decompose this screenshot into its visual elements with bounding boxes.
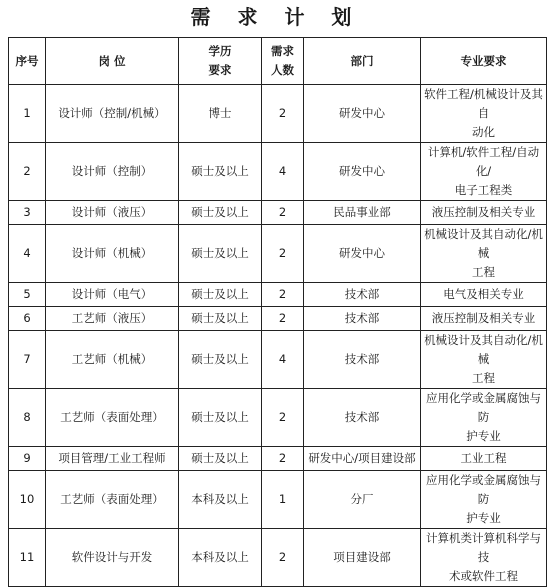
cell-no: 11 bbox=[9, 529, 46, 587]
cell-department: 研发中心 bbox=[304, 143, 421, 201]
requirements-table bbox=[8, 37, 547, 587]
table-row bbox=[9, 307, 547, 331]
table-row bbox=[9, 85, 547, 143]
cell-department: 技术部 bbox=[304, 389, 421, 447]
cell-count: 2 bbox=[262, 225, 304, 283]
cell-education: 博士 bbox=[179, 85, 262, 143]
cell-education: 本科及以上 bbox=[179, 471, 262, 529]
header-education-line1: 学历 bbox=[208, 44, 232, 58]
header-no: 序号 bbox=[9, 38, 46, 85]
cell-education: 硕士及以上 bbox=[179, 201, 262, 225]
cell-department: 研发中心/项目建设部 bbox=[304, 447, 421, 471]
cell-major: 电气及相关专业 bbox=[421, 283, 547, 307]
cell-major-line1: 计算机/软件工程/自动化/ bbox=[427, 145, 540, 178]
cell-education: 硕士及以上 bbox=[179, 331, 262, 389]
header-major: 专业要求 bbox=[421, 38, 547, 85]
cell-major bbox=[421, 331, 547, 389]
cell-major-line2: 护专业 bbox=[466, 429, 501, 443]
cell-major-line2: 电子工程类 bbox=[454, 183, 513, 197]
cell-education: 硕士及以上 bbox=[179, 225, 262, 283]
header-education-line2: 要求 bbox=[208, 63, 232, 77]
cell-department: 技术部 bbox=[304, 283, 421, 307]
cell-position: 设计师（控制/机械） bbox=[46, 85, 179, 143]
cell-count: 2 bbox=[262, 389, 304, 447]
cell-position: 软件设计与开发 bbox=[46, 529, 179, 587]
header-position: 岗 位 bbox=[46, 38, 179, 85]
cell-major bbox=[421, 471, 547, 529]
cell-major-line2: 护专业 bbox=[466, 511, 501, 525]
cell-position: 设计师（电气） bbox=[46, 283, 179, 307]
table-row bbox=[9, 143, 547, 201]
header-count bbox=[262, 38, 304, 85]
header-count-line1: 需求 bbox=[271, 44, 294, 58]
cell-department: 项目建设部 bbox=[304, 529, 421, 587]
table-row bbox=[9, 529, 547, 587]
cell-position: 设计师（控制） bbox=[46, 143, 179, 201]
cell-department: 技术部 bbox=[304, 307, 421, 331]
table-row bbox=[9, 331, 547, 389]
cell-education: 硕士及以上 bbox=[179, 389, 262, 447]
cell-department: 技术部 bbox=[304, 331, 421, 389]
cell-major bbox=[421, 85, 547, 143]
table-row bbox=[9, 471, 547, 529]
cell-position: 设计师（液压） bbox=[46, 201, 179, 225]
cell-major-line1: 应用化学或金属腐蚀与防 bbox=[426, 473, 541, 506]
cell-count: 2 bbox=[262, 201, 304, 225]
cell-department: 研发中心 bbox=[304, 85, 421, 143]
page-title: 需 求 计 划 bbox=[190, 5, 362, 29]
cell-position: 工艺师（表面处理） bbox=[46, 389, 179, 447]
cell-no: 3 bbox=[9, 201, 46, 225]
cell-no: 4 bbox=[9, 225, 46, 283]
cell-position: 项目管理/工业工程师 bbox=[46, 447, 179, 471]
cell-no: 5 bbox=[9, 283, 46, 307]
cell-no: 1 bbox=[9, 85, 46, 143]
cell-major-line2: 工程 bbox=[472, 371, 495, 385]
cell-education: 硕士及以上 bbox=[179, 447, 262, 471]
cell-position: 工艺师（表面处理） bbox=[46, 471, 179, 529]
cell-position: 设计师（机械） bbox=[46, 225, 179, 283]
cell-major bbox=[421, 389, 547, 447]
cell-count: 4 bbox=[262, 143, 304, 201]
cell-no: 2 bbox=[9, 143, 46, 201]
cell-no: 8 bbox=[9, 389, 46, 447]
cell-education: 硕士及以上 bbox=[179, 307, 262, 331]
cell-major-line1: 机械设计及其自动化/机械 bbox=[424, 333, 543, 366]
cell-position: 工艺师（机械） bbox=[46, 331, 179, 389]
cell-education: 硕士及以上 bbox=[179, 283, 262, 307]
cell-major-line1: 应用化学或金属腐蚀与防 bbox=[426, 391, 541, 424]
cell-major bbox=[421, 529, 547, 587]
cell-education: 硕士及以上 bbox=[179, 143, 262, 201]
cell-major-line2: 工程 bbox=[472, 265, 495, 279]
cell-major bbox=[421, 143, 547, 201]
cell-department: 研发中心 bbox=[304, 225, 421, 283]
cell-major bbox=[421, 225, 547, 283]
cell-count: 4 bbox=[262, 331, 304, 389]
header-education bbox=[179, 38, 262, 85]
cell-major-line1: 计算机类计算机科学与技 bbox=[426, 531, 541, 564]
cell-major-line1: 软件工程/机械设计及其自 bbox=[424, 87, 543, 120]
cell-count: 2 bbox=[262, 283, 304, 307]
header-count-line2: 人数 bbox=[271, 63, 294, 77]
cell-department: 分厂 bbox=[304, 471, 421, 529]
cell-count: 2 bbox=[262, 529, 304, 587]
cell-department: 民品事业部 bbox=[304, 201, 421, 225]
cell-major-line2: 动化 bbox=[472, 125, 495, 139]
table-row bbox=[9, 225, 547, 283]
cell-count: 2 bbox=[262, 85, 304, 143]
cell-major: 工业工程 bbox=[421, 447, 547, 471]
cell-count: 2 bbox=[262, 447, 304, 471]
table-row bbox=[9, 201, 547, 225]
cell-major: 液压控制及相关专业 bbox=[421, 307, 547, 331]
cell-no: 10 bbox=[9, 471, 46, 529]
cell-position: 工艺师（液压） bbox=[46, 307, 179, 331]
table-header-row bbox=[9, 38, 547, 85]
cell-major-line2: 术或软件工程 bbox=[449, 569, 518, 583]
table-row bbox=[9, 389, 547, 447]
cell-no: 6 bbox=[9, 307, 46, 331]
header-department: 部门 bbox=[304, 38, 421, 85]
table-row bbox=[9, 447, 547, 471]
cell-count: 2 bbox=[262, 307, 304, 331]
cell-major: 液压控制及相关专业 bbox=[421, 201, 547, 225]
cell-education: 本科及以上 bbox=[179, 529, 262, 587]
cell-count: 1 bbox=[262, 471, 304, 529]
cell-no: 7 bbox=[9, 331, 46, 389]
cell-major-line1: 机械设计及其自动化/机械 bbox=[424, 227, 543, 260]
table-row bbox=[9, 283, 547, 307]
cell-no: 9 bbox=[9, 447, 46, 471]
